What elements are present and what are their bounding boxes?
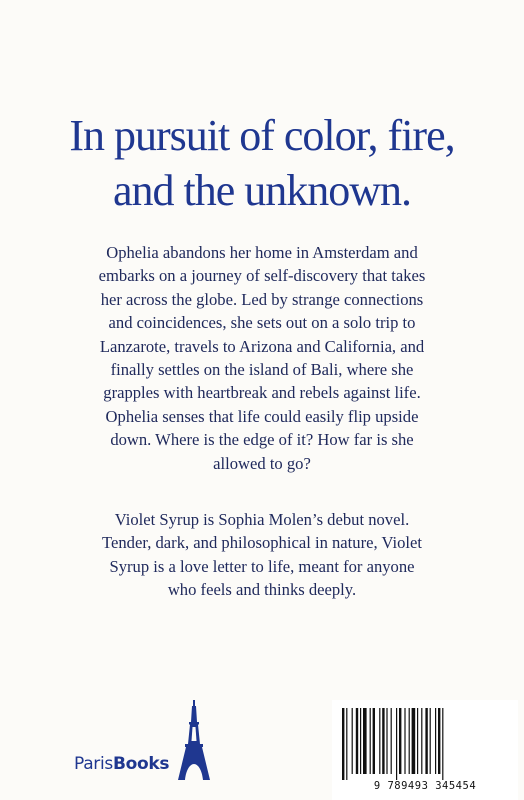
blurb-line: Tender, dark, and philosophical in nature, Violet — [102, 533, 422, 553]
blurb-line: and coincidences, she sets out on a solo trip to — [108, 313, 416, 333]
blurb-line: Violet Syrup is Sophia Molen’s debut novel. — [114, 510, 410, 529]
barcode-bar — [346, 708, 347, 780]
blurb-line: finally settles on the island of Bali, where she — [110, 360, 414, 380]
headline — [0, 108, 524, 218]
barcode-bar — [412, 708, 416, 774]
blurb-paragraph-1 — [60, 241, 464, 475]
barcode-bar — [417, 708, 418, 774]
barcode-bar — [421, 708, 422, 774]
barcode-bar — [409, 708, 410, 774]
isbn-number: 9 789493 345454 — [373, 780, 477, 792]
blurb-line: Syrup is a love letter to life, meant for anyone — [109, 556, 415, 576]
blurb-line: down. Where is the edge of it? How far is she — [110, 430, 414, 450]
barcode-bars — [340, 708, 510, 780]
barcode-bar — [430, 708, 431, 774]
barcode-bar — [356, 708, 358, 774]
barcode-bar — [404, 708, 405, 774]
barcode — [332, 700, 518, 800]
publisher-name-light: Paris — [74, 754, 113, 774]
barcode-bar — [342, 708, 344, 780]
barcode-bar — [391, 708, 392, 774]
barcode-bar — [396, 708, 397, 780]
barcode-bar — [370, 708, 371, 774]
barcode-bar — [363, 708, 367, 774]
blurb-line: embarks on a journey of self-discovery that takes — [98, 266, 426, 286]
blurb-line: Lanzarote, travels to Arizona and California, and — [99, 336, 425, 356]
barcode-bar — [379, 708, 380, 774]
blurb-paragraph-2 — [60, 508, 464, 602]
barcode-bar — [386, 708, 387, 774]
barcode-bar — [373, 708, 375, 774]
eiffel-tower-icon — [176, 700, 212, 784]
blurb-line: her across the globe. Led by strange connections — [100, 289, 424, 309]
publisher-name-bold: Books — [112, 754, 170, 774]
blurb-line: who feels and thinks deeply. — [167, 580, 357, 600]
headline-line: In pursuit of color, fire, — [69, 111, 455, 160]
headline-line: and the unknown. — [112, 166, 412, 215]
barcode-bar — [425, 708, 427, 774]
barcode-bar — [435, 708, 436, 774]
publisher-name — [74, 754, 169, 774]
barcode-bar — [442, 708, 443, 780]
blurb-line: Ophelia senses that life could easily flip upside — [105, 406, 419, 426]
blurb-line: allowed to go? — [213, 453, 311, 473]
publisher-logo — [74, 716, 254, 796]
barcode-bar — [399, 708, 401, 774]
barcode-bar — [438, 708, 440, 774]
blurb-line: Ophelia abandons her home in Amsterdam and — [106, 243, 418, 262]
barcode-bar — [382, 708, 384, 774]
barcode-bar — [352, 708, 353, 774]
barcode-bar — [360, 708, 361, 774]
blurb-line: grapples with heartbreak and rebels against life. — [103, 383, 421, 403]
